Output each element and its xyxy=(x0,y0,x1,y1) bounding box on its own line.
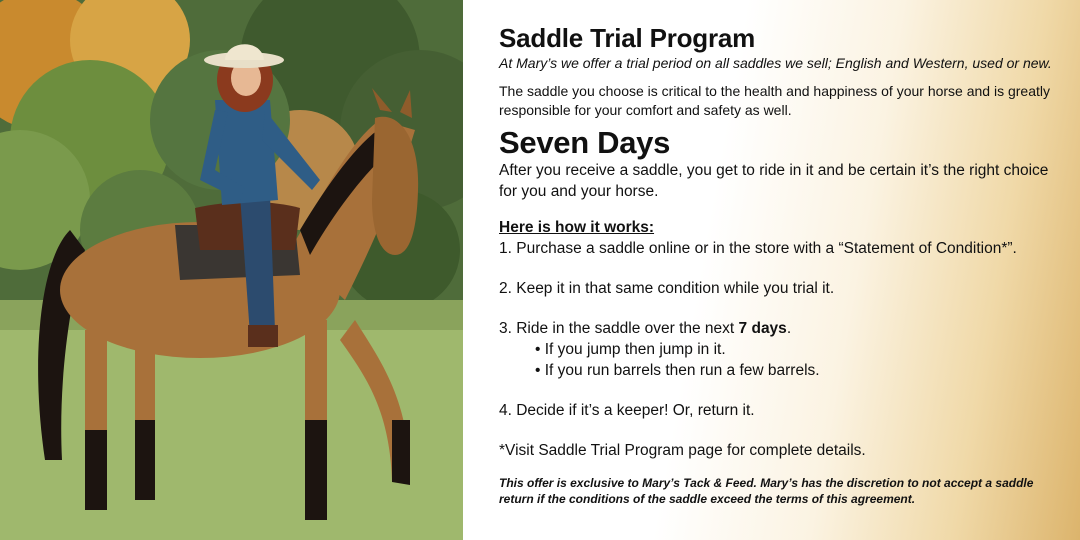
step-3 xyxy=(499,318,1059,339)
subtitle: At Mary’s we offer a trial period on all saddles we sell; English and Western, used or new. xyxy=(499,55,1052,71)
step-3-suffix: . xyxy=(786,320,792,337)
bullet-barrels: • If you run barrels then run a few barrels. xyxy=(535,362,820,379)
bullet-jump: • If you jump then jump in it. xyxy=(535,341,726,358)
text-panel xyxy=(463,0,1080,540)
intro-paragraph: The saddle you choose is critical to the health and happiness of your horse and is greatly responsible for your comfort and safety as well. xyxy=(499,83,1050,118)
seven-days-heading: Seven Days xyxy=(499,125,671,160)
step-4: 4. Decide if it’s a keeper! Or, return it. xyxy=(499,402,755,419)
how-it-works-heading: Here is how it works: xyxy=(499,219,655,236)
step-3-prefix: 3. Ride in the saddle over the next xyxy=(499,320,739,337)
disclaimer: This offer is exclusive to Mary’s Tack & Feed. Mary’s has the discretion to not accept a saddle return if the conditions of the saddle exceed the terms of this agreement. xyxy=(499,476,1034,506)
panel-content xyxy=(499,22,1059,507)
visit-note: *Visit Saddle Trial Program page for complete details. xyxy=(499,442,866,459)
step-3-days: 7 days xyxy=(738,320,787,337)
horse-rider-illustration xyxy=(0,0,463,540)
step-2: 2. Keep it in that same condition while you trial it. xyxy=(499,280,835,297)
page-title: Saddle Trial Program xyxy=(499,23,756,53)
step-1: 1. Purchase a saddle online or in the store with a “Statement of Condition*”. xyxy=(499,240,1017,257)
after-paragraph: After you receive a saddle, you get to ride in it and be certain it’s the right choice for you and your horse. xyxy=(499,162,1049,200)
horse-rider-photo xyxy=(0,0,463,540)
